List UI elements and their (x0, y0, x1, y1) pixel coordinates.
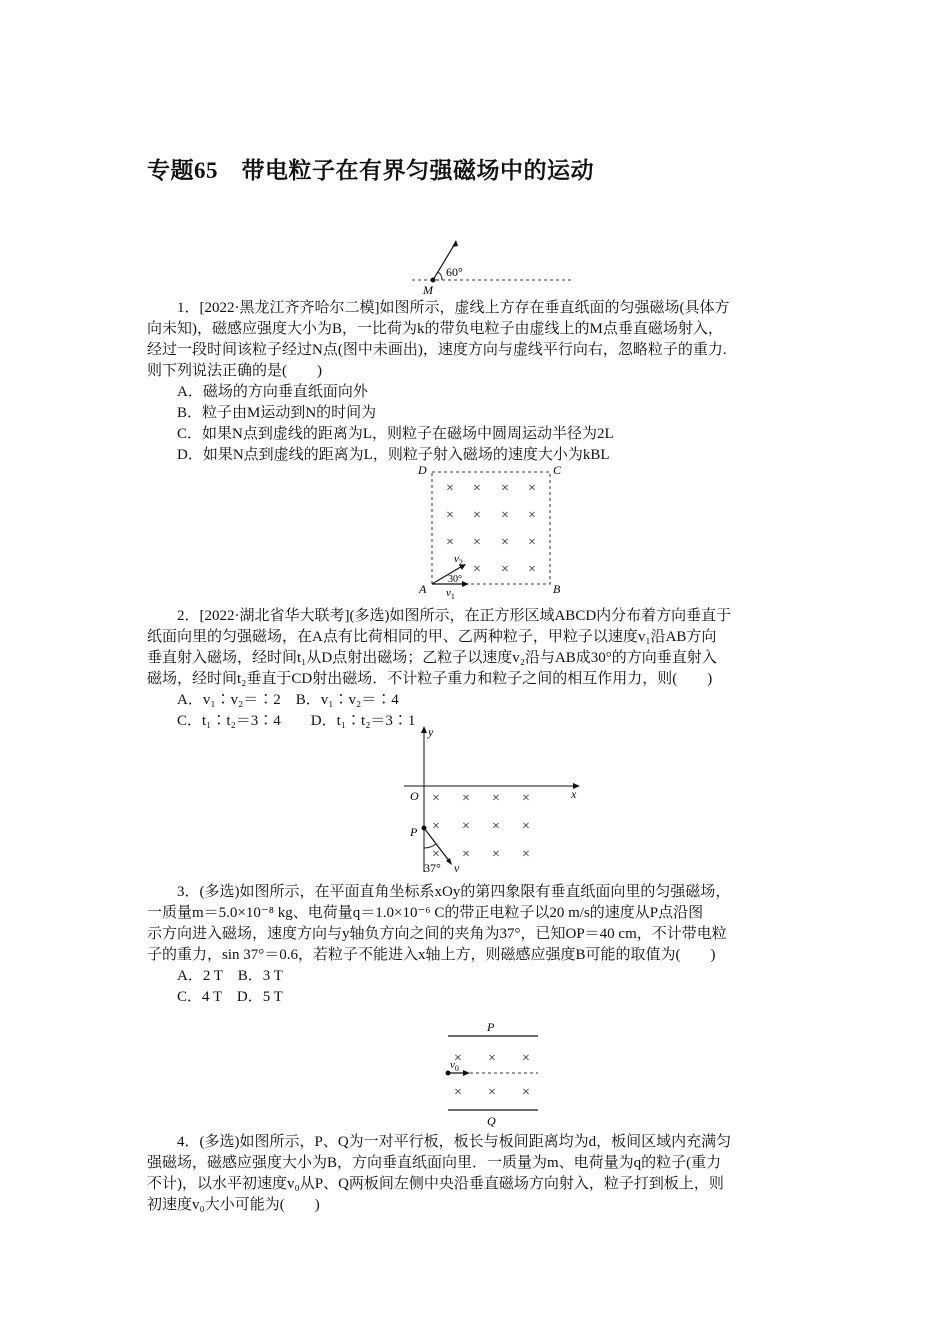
q2-cross: × (446, 535, 454, 550)
q3-cross: × (432, 847, 440, 862)
q2-cross: × (473, 562, 481, 577)
q2-cross: × (528, 508, 536, 523)
q2-label-v1: $v_1$ (446, 587, 455, 601)
q1-arrow-head (452, 240, 458, 247)
q3-cross: × (432, 819, 440, 834)
q4-line4: 初速度v₀大小可能为( ) (147, 1197, 320, 1213)
q1-angle-arc (438, 272, 442, 280)
q3-line4: 子的重力，sin 37°＝0.6，若粒子不能进入x轴上方，则磁感应强度B可能的取值为( ) (147, 947, 716, 963)
q3-label-x: x (571, 787, 577, 801)
q4-label-Q: Q (487, 1114, 496, 1128)
q4-field-crosses (454, 1051, 530, 1100)
q1-point-M (431, 278, 436, 283)
q3-cross: × (522, 819, 530, 834)
q2-cross: × (446, 481, 454, 496)
q2-line3: 垂直射入磁场，经时间t₁从D点射出磁场；乙粒子以速度v₂沿与AB成30°的方向垂直射入 (147, 650, 717, 666)
q2-figure (414, 462, 570, 602)
q4-cross: × (522, 1051, 530, 1066)
q3-cross: × (522, 791, 530, 806)
q2-label-A: A (419, 582, 427, 596)
q2-cross: × (473, 535, 481, 550)
q3-figure (404, 724, 586, 876)
q2-label-B: B (553, 582, 561, 596)
q2-cross: × (501, 535, 509, 550)
q4-cross: × (522, 1085, 530, 1100)
q4-line2: 强磁场，磁感应强度大小为B，方向垂直纸面向里．一质量为m、电荷量为q的粒子(重力 (147, 1155, 722, 1171)
q2-option-ab: A．v₁∶v₂＝∶2 B．v₁∶v₂＝∶4 (177, 692, 399, 708)
q3-y-arrow-head (421, 726, 427, 733)
q3-label-P: P (410, 825, 418, 839)
q3-cross: × (462, 791, 470, 806)
q4-figure (440, 1018, 544, 1128)
q3-option-ab: A．2 T B．3 T (177, 968, 283, 984)
q1-option-b: B．粒子由M运动到N的时间为 (177, 405, 377, 421)
q2-cross: × (446, 508, 454, 523)
q1-option-a: A．磁场的方向垂直纸面向外 (177, 384, 368, 400)
q3-line1: 3．(多选)如图所示，在平面直角坐标系xOy的第四象限有垂直纸面向里的匀强磁场， (177, 884, 731, 900)
q3-arrow-head (446, 858, 452, 865)
q1-option-d: D．如果N点到虚线的距离为L，则粒子射入磁场的速度大小为kBL (177, 447, 610, 463)
q2-cross: × (501, 562, 509, 577)
q1-figure (412, 232, 576, 296)
q3-cross: × (492, 847, 500, 862)
q3-cross: × (462, 819, 470, 834)
q2-cross: × (528, 481, 536, 496)
q3-line2: 一质量m＝5.0×10⁻⁸ kg、电荷量q＝1.0×10⁻⁶ C的带正电粒子以20 m/s的速度从P点沿图 (147, 905, 704, 921)
q1-angle-label: 60° (446, 265, 463, 279)
q2-line1: 2．[2022·湖北省华大联考](多选)如图所示，在正方形区域ABCD内分布着方向垂直于 (177, 608, 732, 624)
q4-cross: × (488, 1085, 496, 1100)
q4-cross: × (454, 1085, 462, 1100)
q2-cross: × (528, 535, 536, 550)
q3-label-O: O (410, 789, 419, 803)
q3-cross: × (432, 791, 440, 806)
q2-line2: 纸面向里的匀强磁场，在A点有比荷相同的甲、乙两种粒子，甲粒子以速度v₁沿AB方向 (147, 629, 717, 645)
q1-line1: 1．[2022·黑龙江齐齐哈尔二模]如图所示，虚线上方存在垂直纸面的匀强磁场(具体方 (177, 300, 730, 316)
q3-text (147, 882, 807, 1008)
q2-cross: × (473, 508, 481, 523)
q2-cross: × (501, 481, 509, 496)
q4-label-P: P (487, 1020, 495, 1034)
page-title: 专题65 带电粒子在有界匀强磁场中的运动 (147, 158, 594, 183)
q2-cross: × (473, 481, 481, 496)
q1-option-c: C．如果N点到虚线的距离为L，则粒子在磁场中圆周运动半径为2L (177, 426, 614, 442)
q4-label-v0: $v_0$ (450, 1059, 459, 1073)
q4-line3: 不计)，以水平初速度v₀从P、Q两板间左侧中央沿垂直磁场方向射入，粒子打到板上，则 (147, 1176, 724, 1192)
q3-cross: × (492, 819, 500, 834)
q2-angle-label: 30° (448, 574, 462, 585)
q2-cross: × (528, 562, 536, 577)
q3-option-cd: C．4 T D．5 T (177, 989, 283, 1005)
q1-line4: 则下列说法正确的是( ) (147, 363, 322, 379)
q2-cross: × (501, 508, 509, 523)
q3-label-y: y (428, 725, 434, 739)
q2-v1-arrow-head (462, 581, 469, 587)
q3-label-v: v (454, 861, 460, 875)
q3-cross: × (522, 847, 530, 862)
q4-line1: 4．(多选)如图所示，P、Q为一对平行板，板长与板间距离均为d，板间区域内充满匀 (177, 1134, 732, 1150)
q3-angle-label: 37° (424, 861, 441, 875)
q3-cross: × (462, 847, 470, 862)
q2-text (147, 606, 807, 732)
q4-v0-arrow-head (463, 1070, 470, 1076)
q4-cross: × (454, 1051, 462, 1066)
q1-line3: 经过一段时间该粒子经过N点(图中未画出)，速度方向与虚线平行向右，忽略粒子的重力. (147, 342, 727, 358)
q1-text (147, 298, 807, 466)
q4-text (147, 1132, 807, 1216)
q2-option-cd: C．t₁∶t₂＝3∶4 D．t₁∶t₂＝3∶1 (177, 713, 416, 729)
q3-cross: × (492, 791, 500, 806)
q2-label-D: D (418, 463, 427, 477)
q3-line3: 示方向进入磁场，速度方向与y轴负方向之间的夹角为37°，已知OP＝40 cm，不计带电粒 (147, 926, 727, 942)
q1-point-label: M (423, 283, 433, 296)
q1-line2: 向未知)，磁感应强度大小为B，一比荷为k的带负电粒子由虚线上的M点垂直磁场射入， (147, 321, 723, 337)
q4-cross: × (488, 1051, 496, 1066)
q2-label-C: C (553, 463, 562, 477)
q2-label-v2: $v_2$ (454, 553, 463, 567)
q2-line4: 磁场，经时间t₂垂直于CD射出磁场．不计粒子重力和粒子之间的相互作用力，则( ) (147, 671, 713, 687)
q3-field-crosses (432, 791, 530, 862)
